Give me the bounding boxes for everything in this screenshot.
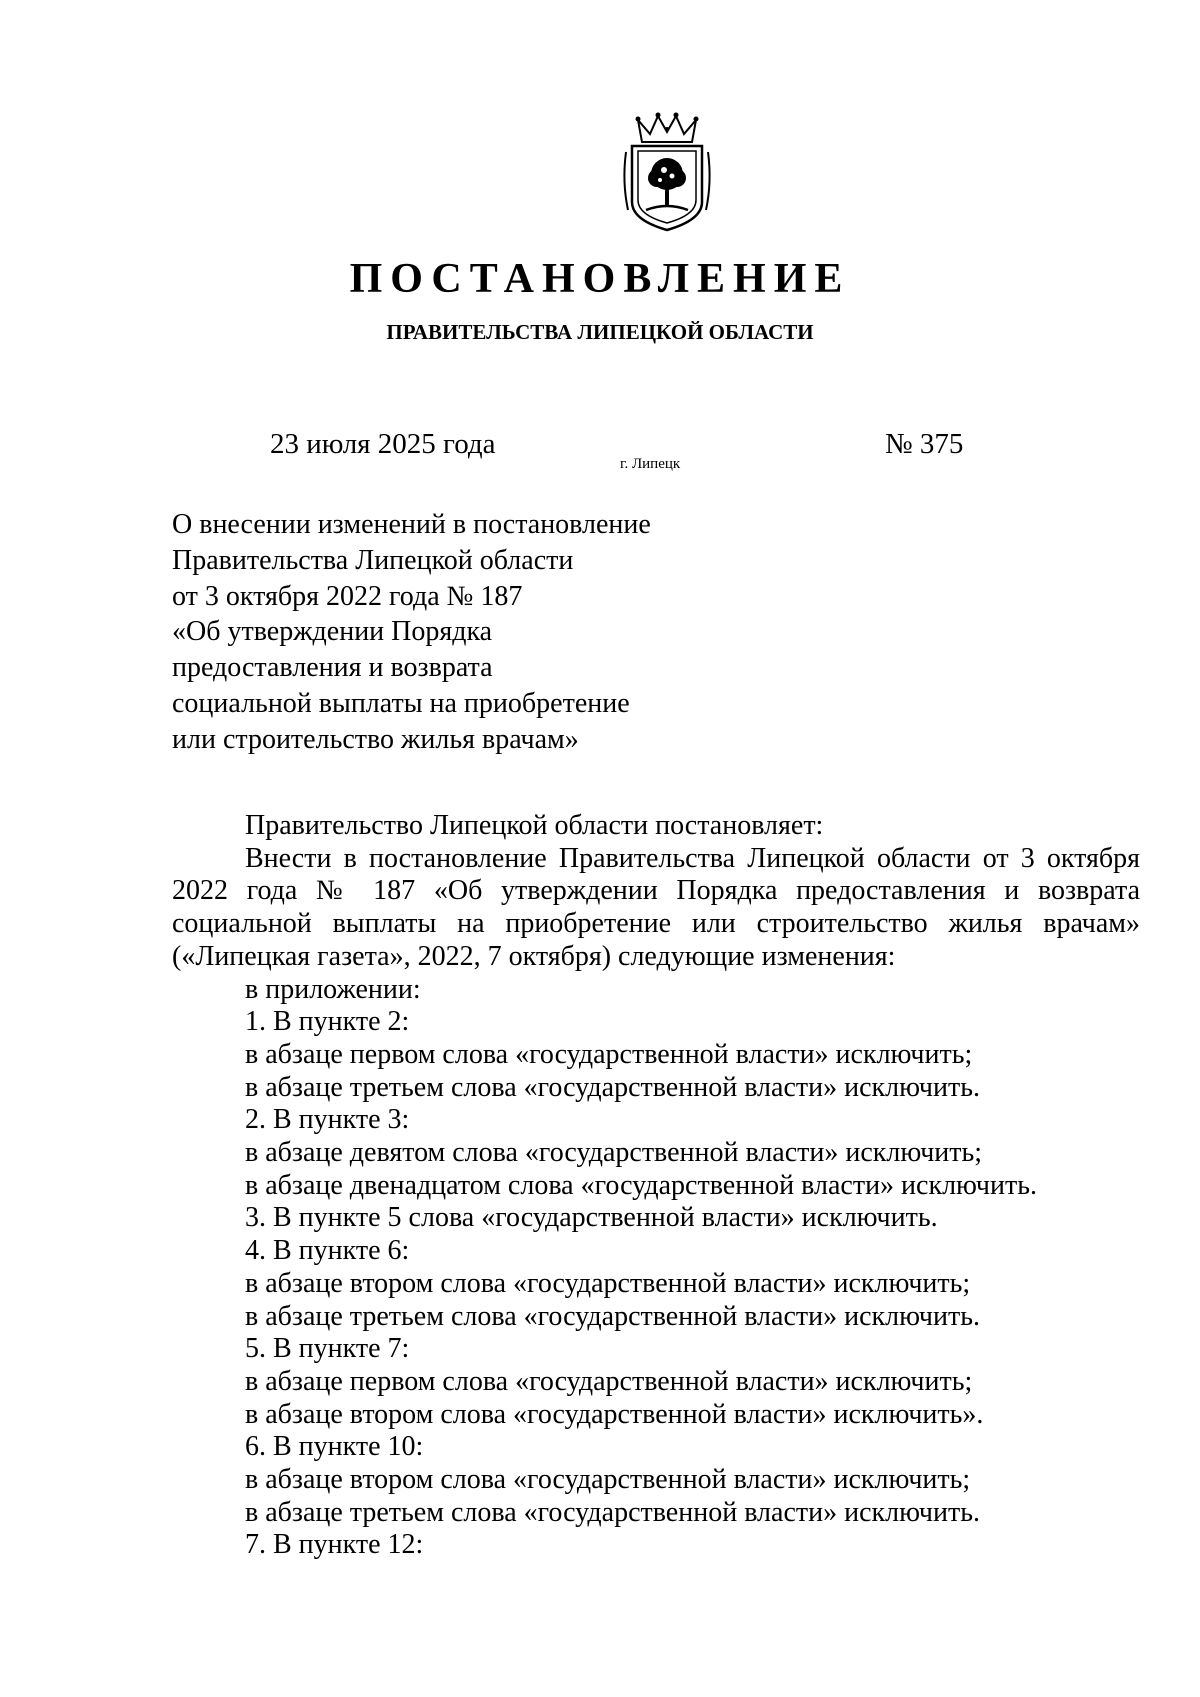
- subject-line: О внесении изменений в постановление: [172, 509, 651, 540]
- body-line: 5. В пункте 7:: [245, 1333, 410, 1365]
- coat-of-arms-icon: [620, 112, 714, 234]
- document-subject: [172, 507, 732, 758]
- document-city: г. Липецк: [620, 456, 681, 472]
- document-title: ПОСТАНОВЛЕНИЕ: [349, 256, 851, 302]
- body-intro: Правительство Липецкой области постановляет:: [245, 810, 824, 841]
- subject-line: социальной выплаты на приобретение: [172, 687, 630, 719]
- body-main-paragraph: Внести в постановление Правительства Липецкой области от 3 октября 2022 года № 187 «Об утверждении Порядка предоставления и возврата социальной выплаты на приобретение или строительство жилья врачам» («Липецкая газета», 2022, 7 октября) следующие изменения:: [172, 842, 1140, 972]
- document-issuer: ПРАВИТЕЛЬСТВА ЛИПЕЦКОЙ ОБЛАСТИ: [386, 320, 814, 344]
- body-line: в абзаце двенадцатом слова «государственной власти» исключить.: [245, 1169, 1037, 1201]
- subject-line: Правительства Липецкой области: [172, 544, 574, 576]
- body-line: в абзаце третьем слова «государственной власти» исключить.: [245, 1071, 980, 1103]
- body-line: 2. В пункте 3:: [245, 1104, 410, 1136]
- document-number: № 375: [885, 428, 964, 460]
- body-line: в абзаце третьем слова «государственной власти» исключить.: [245, 1496, 980, 1528]
- body-line: в абзаце втором слова «государственной власти» исключить;: [245, 1267, 971, 1299]
- body-line: в абзаце третьем слова «государственной власти» исключить.: [245, 1300, 980, 1332]
- body-line: 6. В пункте 10:: [245, 1431, 424, 1463]
- document-body: [172, 810, 1140, 1562]
- subject-line: или строительство жилья врачам»: [172, 723, 579, 755]
- body-line: в абзаце втором слова «государственной власти» исключить».: [245, 1398, 984, 1430]
- subject-line: «Об утверждении Порядка: [172, 616, 493, 648]
- body-line: 7. В пункте 12:: [245, 1529, 424, 1561]
- body-line: 3. В пункте 5 слова «государственной власти» исключить.: [245, 1202, 938, 1234]
- body-line: в приложении:: [245, 973, 421, 1005]
- body-line: 1. В пункте 2:: [245, 1006, 410, 1038]
- body-line: в абзаце втором слова «государственной власти» исключить;: [245, 1464, 971, 1496]
- body-line: в абзаце девятом слова «государственной власти» исключить;: [245, 1137, 983, 1169]
- document-date: 23 июля 2025 года: [270, 428, 496, 460]
- subject-line: от 3 октября 2022 года № 187: [172, 580, 523, 612]
- body-line: в абзаце первом слова «государственной власти» исключить;: [245, 1365, 973, 1397]
- body-line: в абзаце первом слова «государственной власти» исключить;: [245, 1038, 973, 1070]
- subject-line: предоставления и возврата: [172, 652, 493, 684]
- body-line: 4. В пункте 6:: [245, 1235, 410, 1267]
